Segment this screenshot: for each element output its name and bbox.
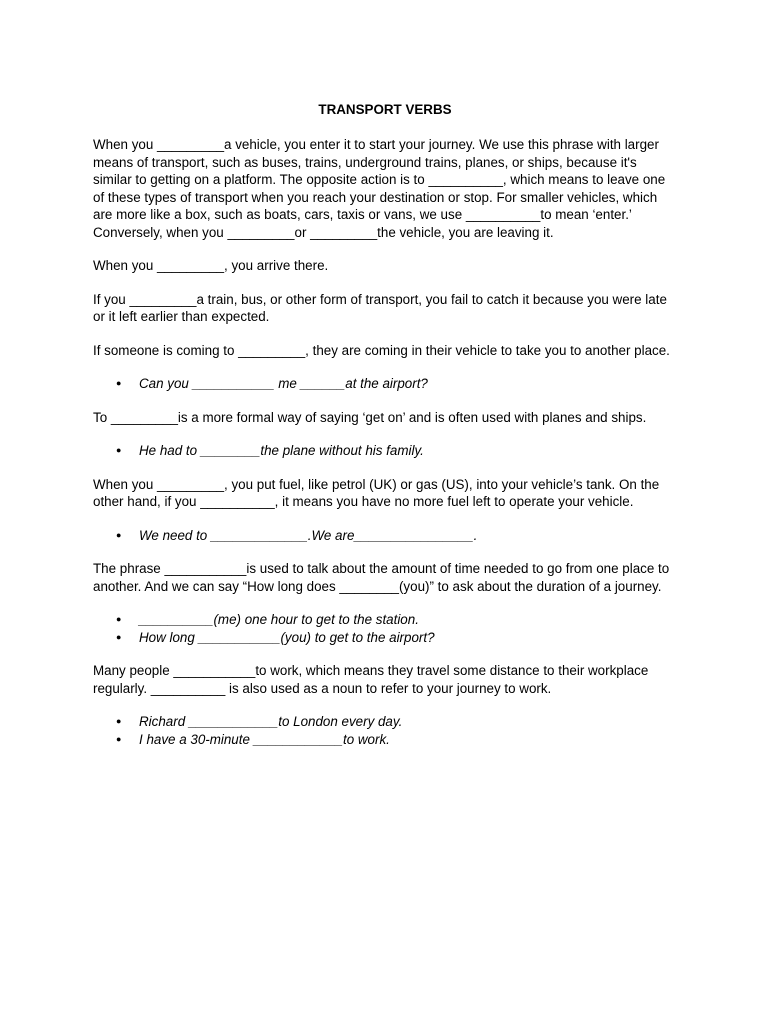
paragraph-take-time: The phrase ___________is used to talk about the amount of time needed to go from one place to another. And we can say “How long does ________(you)” to ask about the duration of a journey. xyxy=(93,561,670,594)
paragraph-pick-up: If someone is coming to _________, they are coming in their vehicle to take you to another place. xyxy=(93,342,670,358)
worksheet-page xyxy=(93,100,677,764)
example-list-board xyxy=(93,442,677,460)
page-title: TRANSPORT VERBS xyxy=(318,102,452,117)
paragraph-commute: Many people ___________to work, which means they travel some distance to their workplace regularly. __________ is also used as a noun to refer to your journey to work. xyxy=(93,663,649,696)
paragraph-board: To _________is a more formal way of saying ‘get on’ and is often used with planes and ships. xyxy=(93,409,647,425)
list-item: ● Richard ____________to London every day. xyxy=(93,713,677,731)
list-item: ● He had to ________the plane without his family. xyxy=(93,442,677,460)
list-item: ● Can you ___________ me ______at the airport? xyxy=(93,375,677,393)
paragraph-miss: If you _________a train, bus, or other form of transport, you fail to catch it because you were late or it left earlier than expected. xyxy=(93,291,667,324)
paragraph-get-on-off: When you _________a vehicle, you enter it to start your journey. We use this phrase with larger means of transport, such as buses, trains, underground trains, planes, or ships, because it's similar to getting on a platform. The opposite action is to __________, which means to leave one of these types of transport when you reach your destination or stop. For smaller vehicles, which are more like a box, such as boats, cars, taxis or vans, we use __________to mean ‘enter.’ Conversely, when you _________or _________the vehicle, you are leaving it. xyxy=(93,137,666,240)
paragraph-get-to: When you _________, you arrive there. xyxy=(93,258,329,273)
list-item: ● I have a 30-minute ____________to work. xyxy=(93,731,677,749)
list-item: ● We need to _____________.We are________________. xyxy=(93,527,677,545)
example-list-fuel xyxy=(93,527,677,545)
list-item: ● How long ___________(you) to get to the airport? xyxy=(93,629,677,647)
list-item: ● __________(me) one hour to get to the station. xyxy=(93,611,677,629)
example-list-take-time xyxy=(93,611,677,646)
example-list-commute xyxy=(93,713,677,748)
paragraph-fill-up: When you _________, you put fuel, like petrol (UK) or gas (US), into your vehicle’s tank. On the other hand, if you __________, it means you have no more fuel left to operate your vehicle. xyxy=(93,476,660,509)
example-list-pick-up xyxy=(93,375,677,393)
